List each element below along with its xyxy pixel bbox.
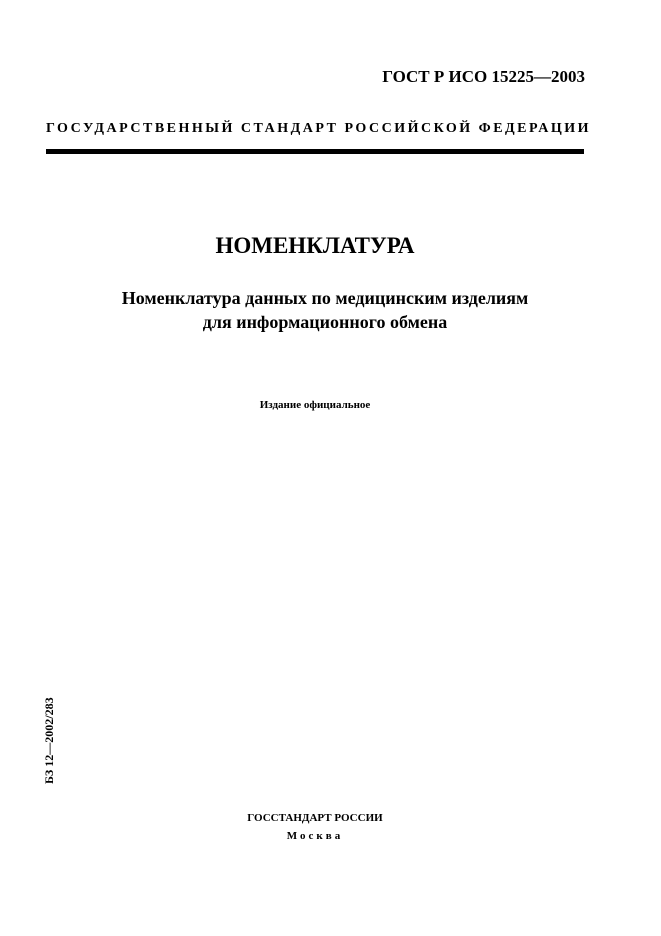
side-code: БЗ 12—2002/283 — [42, 697, 56, 784]
subtitle-line-2: для информационного обмена — [202, 312, 448, 332]
standard-number: ГОСТ Р ИСО 15225—2003 — [382, 67, 585, 86]
publisher: ГОССТАНДАРТ РОССИИ — [247, 812, 383, 824]
main-title: НОМЕНКЛАТУРА — [215, 233, 415, 258]
subtitle — [0, 286, 650, 334]
city: Москва — [286, 830, 344, 842]
subtitle-line-1: Номенклатура данных по медицинским изделиям — [121, 288, 529, 308]
state-standard-heading: ГОСУДАРСТВЕННЫЙ СТАНДАРТ РОССИЙСКОЙ ФЕДЕРАЦИИ — [46, 121, 592, 136]
horizontal-rule — [46, 149, 584, 154]
edition-note: Издание официальное — [259, 399, 371, 411]
